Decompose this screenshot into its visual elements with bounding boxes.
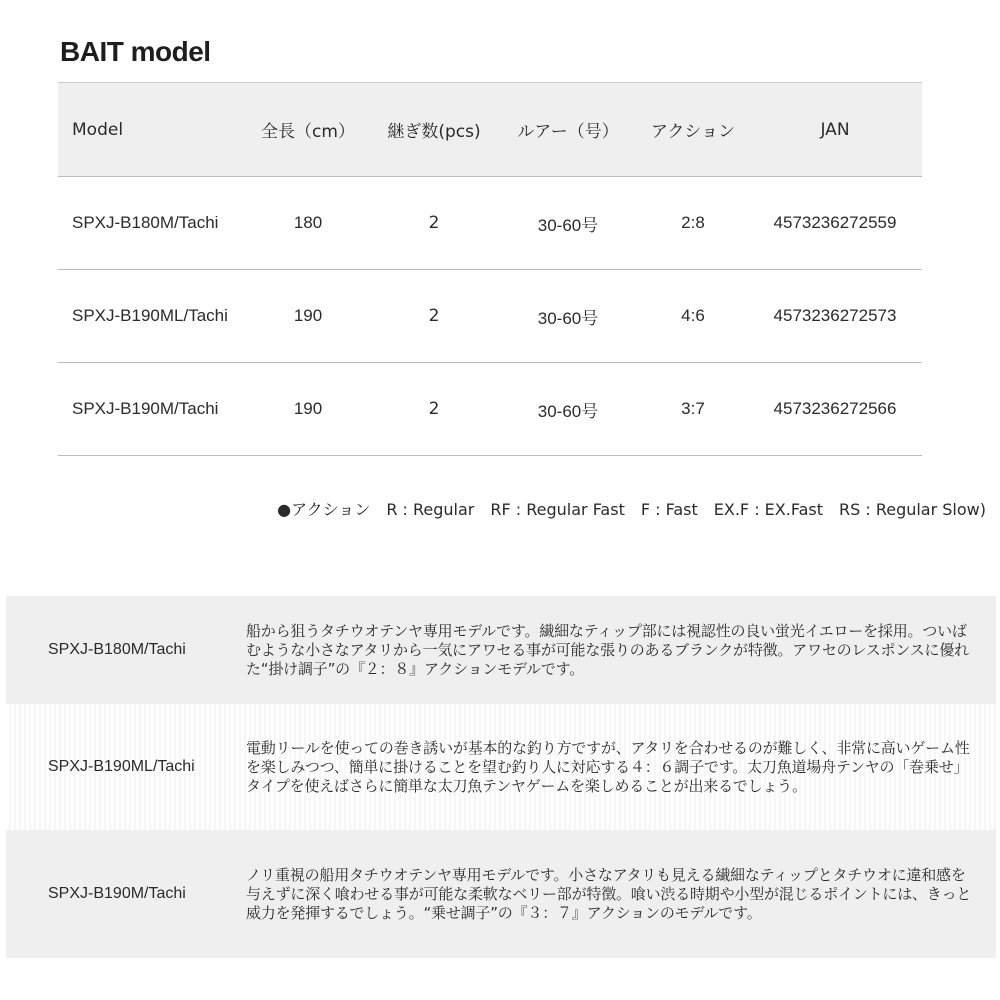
cell-length: 180 [293, 213, 323, 232]
description-text: 電動リールを使っての巻き誘いが基本的な釣り方ですが、アタリを合わせるのが難しく、非常に高いゲーム性を楽しみつつ、簡単に掛けることを望む釣り人に対応する４：６調子です。太刀魚道場舟テンヤの「巻乗せ」タイプを使えばさらに簡単な太刀魚テンヤゲームを楽しめることが出来るでしょう。 [246, 738, 970, 795]
cell-action: 3:7 [681, 399, 705, 418]
action-legend: ●アクション R : Regular RF : Regular Fast F : Fast EX.F : EX.Fast RS : Regular Slow) [277, 500, 986, 519]
description-model: SPXJ-B190M/Tachi [48, 885, 186, 902]
description-row [6, 830, 996, 958]
header-length: 全長（cm） [261, 122, 355, 142]
header-action: アクション [650, 122, 736, 142]
description-text: 船から狙うタチウオテンヤ専用モデルです。繊細なティップ部には視認性の良い蛍光イエローを採用。ついばむような小さなアタリから一気にアワセる事が可能な張りのあるブランクが特徴。アワセのレスポンスに優れた“掛け調子”の『２：８』アクションモデルです。 [246, 621, 969, 678]
description-row [6, 704, 996, 830]
description-model: SPXJ-B180M/Tachi [48, 641, 186, 658]
cell-jan: 4573236272559 [773, 213, 897, 232]
cell-action: 4:6 [681, 306, 705, 325]
cell-length: 190 [293, 399, 323, 418]
cell-action: 2:8 [681, 213, 705, 232]
table-row [58, 270, 922, 363]
cell-lure: 30-60号 [537, 215, 599, 235]
header-pieces: 継ぎ数(pcs) [387, 122, 481, 142]
cell-length: 190 [293, 306, 323, 325]
header-lure: ルアー（号） [517, 122, 619, 142]
header-jan: JAN [820, 119, 850, 140]
cell-model: SPXJ-B190ML/Tachi [72, 306, 228, 325]
spec-table [58, 82, 922, 456]
table-row [58, 363, 922, 456]
cell-lure: 30-60号 [537, 308, 599, 328]
page-title: BAIT model [60, 36, 211, 67]
description-text: ノリ重視の船用タチウオテンヤ専用モデルです。小さなアタリも見える繊細なティップとタチウオに違和感を与えずに深く喰わせる事が可能な柔軟なベリー部が特徴。喰い渋る時期や小型が混じるポイントには、きっと威力を発揮するでしょう。“乗せ調子”の『３：７』アクションのモデルです。 [246, 865, 972, 922]
description-model: SPXJ-B190ML/Tachi [48, 758, 195, 775]
table-row [58, 177, 922, 270]
cell-pieces: 2 [428, 306, 440, 326]
cell-model: SPXJ-B180M/Tachi [72, 213, 219, 232]
description-row [6, 596, 996, 704]
cell-pieces: 2 [428, 399, 440, 419]
cell-model: SPXJ-B190M/Tachi [72, 399, 219, 418]
table-header-row [58, 83, 922, 177]
header-model: Model [72, 119, 124, 140]
model-descriptions [6, 596, 996, 958]
cell-lure: 30-60号 [537, 401, 599, 421]
cell-jan: 4573236272573 [773, 306, 897, 325]
cell-jan: 4573236272566 [773, 399, 897, 418]
cell-pieces: 2 [428, 213, 440, 233]
